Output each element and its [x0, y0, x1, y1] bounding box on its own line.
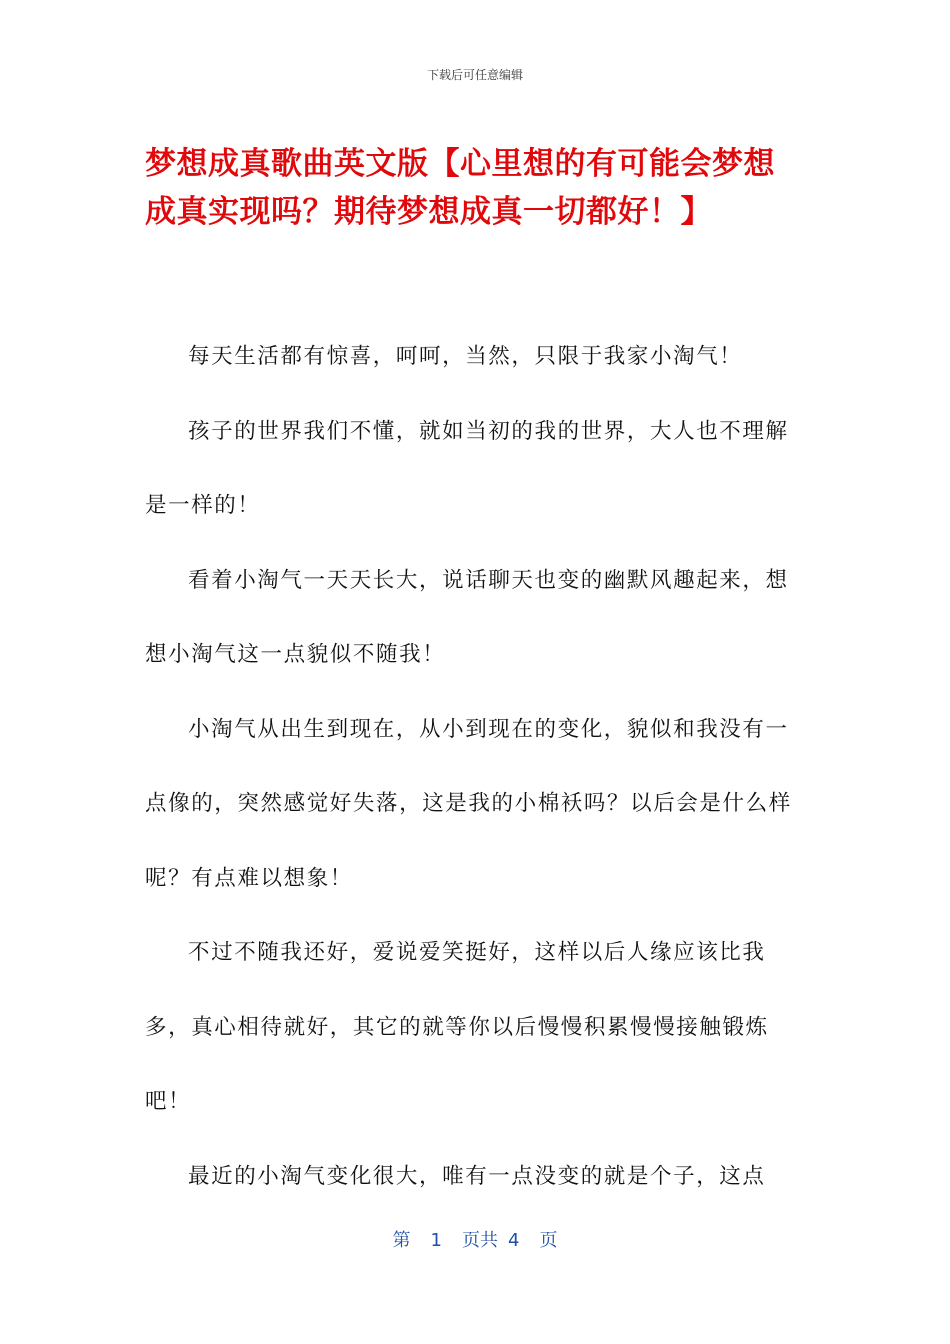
page-current: 1	[430, 1230, 442, 1251]
page-prefix: 第	[392, 1230, 411, 1251]
paragraph: 不过不随我还好，爱说爱笑挺好，这样以后人缘应该比我多，真心相待就好，其它的就等你以后慢慢积累慢慢接触锻炼吧！	[145, 940, 769, 1114]
page-footer	[0, 1226, 950, 1252]
page-middle: 页共	[462, 1230, 498, 1251]
paragraph: 看着小淘气一天天长大，说话聊天也变的幽默风趣起来，想想小淘气这一点貌似不随我！	[145, 567, 789, 667]
paragraph: 孩子的世界我们不懂，就如当初的我的世界，大人也不理解是一样的！	[145, 418, 789, 518]
paragraph: 小淘气从出生到现在，从小到现在的变化，貌似和我没有一点像的，突然感觉好失落，这是我的小棉袄吗？以后会是什么样呢？有点难以想象！	[145, 716, 792, 891]
page-total: 4	[508, 1230, 520, 1251]
document-body	[145, 320, 795, 1214]
download-note: 下载后可任意编辑	[426, 68, 523, 82]
paragraph: 每天生活都有惊喜，呵呵，当然，只限于我家小淘气！	[188, 344, 743, 369]
page-suffix: 页	[539, 1230, 558, 1251]
document-title: 梦想成真歌曲英文版【心里想的有可能会梦想成真实现吗？期待梦想成真一切都好！】	[145, 146, 775, 230]
paragraph: 最近的小淘气变化很大，唯有一点没变的就是个子，这点	[188, 1163, 766, 1189]
